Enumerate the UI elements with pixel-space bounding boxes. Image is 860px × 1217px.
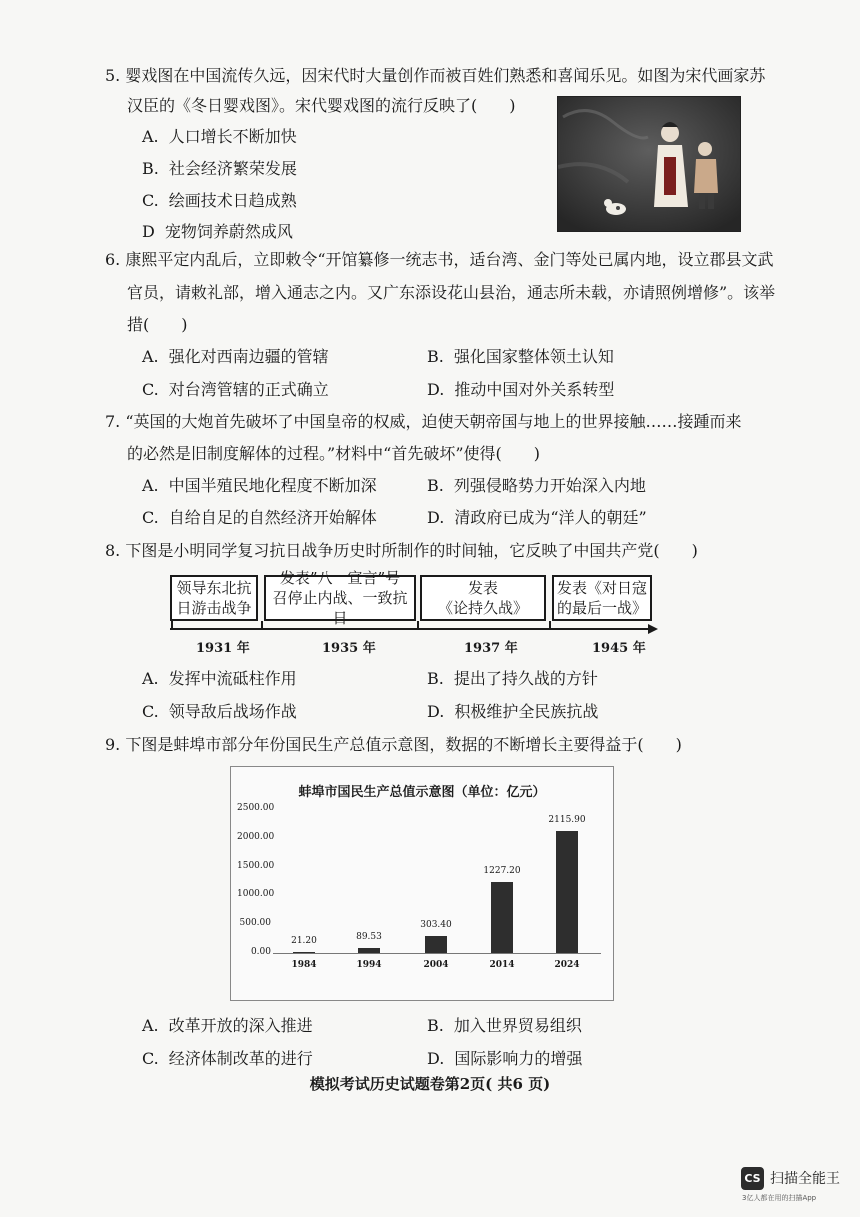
timeline-year-1937: 1937 年 <box>464 641 518 656</box>
q6-option-c: C. 对台湾管辖的正式确立 <box>142 380 329 399</box>
q8-option-a: A. 发挥中流砥柱作用 <box>142 669 297 688</box>
q6-option-b: B. 强化国家整体领土认知 <box>427 347 614 366</box>
q5-stem-line2: 汉臣的《冬日婴戏图》。宋代婴戏图的流行反映了( ) <box>127 96 516 115</box>
q5-option-b: B. 社会经济繁荣发展 <box>142 159 297 178</box>
bar-2014 <box>491 882 513 953</box>
q8-option-b: B. 提出了持久战的方针 <box>427 669 598 688</box>
y-tick-label: 1500.00 <box>237 860 275 871</box>
q6-stem-line3: 措( ) <box>127 315 188 334</box>
bar-1984 <box>293 952 315 953</box>
page-footer: 模拟考试历史试题卷第2页( 共6 页) <box>309 1075 551 1093</box>
q6-stem-line2: 官员，请敕礼部，增入通志之内。又广东添设花山县治，通志所未载，亦请照例增修”。该举 <box>127 283 776 302</box>
timeline-event-1931: 领导东北抗 日游击战争 <box>170 575 258 621</box>
q7-option-d: D. 清政府已成为“洋人的朝廷” <box>427 508 647 527</box>
x-axis-line <box>273 953 601 954</box>
q7-stem-line1: 7. “英国的大炮首先破坏了中国皇帝的权威，迫使天朝帝国与地上的世界接触……接踵而来 <box>105 412 742 431</box>
timeline-year-1935: 1935 年 <box>322 641 376 656</box>
q8-stem-line1: 8. 下图是小明同学复习抗日战争历史时所制作的时间轴，它反映了中国共产党( ) <box>105 541 698 560</box>
timeline-event-1945: 发表《对日寇 的最后一战》 <box>552 575 652 621</box>
q7-stem-line2: 的必然是旧制度解体的过程。”材料中“首先破坏”使得( ) <box>127 444 541 463</box>
y-tick-label: 2000.00 <box>237 831 275 842</box>
q7-option-a: A. 中国半殖民地化程度不断加深 <box>142 476 377 495</box>
q8-option-c: C. 领导敌后战场作战 <box>142 702 297 721</box>
bar-2004 <box>425 936 447 953</box>
y-tick-label: 0.00 <box>250 947 271 957</box>
timeline-year-1945: 1945 年 <box>592 641 646 656</box>
q7-option-b: B. 列强侵略势力开始深入内地 <box>427 476 646 495</box>
x-tick-label-1984: 1984 <box>291 960 317 970</box>
q5-option-d: D 宠物饲养蔚然成风 <box>142 222 293 241</box>
y-tick-label: 1000.00 <box>237 889 275 900</box>
q6-option-a: A. 强化对西南边疆的管辖 <box>142 347 329 366</box>
timeline-event-1935: 发表”八一宣言”号 召停止内战、一致抗日 <box>264 575 416 621</box>
bar-2024 <box>556 831 578 953</box>
timeline-axis <box>170 621 660 637</box>
q5-option-a: A. 人口增长不断加快 <box>142 127 297 146</box>
q6-option-d: D. 推动中国对外关系转型 <box>427 380 615 399</box>
data-label-2004: 303.40 <box>420 919 452 930</box>
y-tick-label: 2500.00 <box>237 803 275 813</box>
x-tick-label-2024: 2024 <box>554 960 580 970</box>
scanner-logo-icon: CS <box>741 1167 764 1190</box>
q9-option-b: B. 加入世界贸易组织 <box>427 1016 582 1035</box>
x-tick-label-2004: 2004 <box>423 960 449 970</box>
y-tick-label: 500.00 <box>239 918 271 929</box>
q6-stem-line1: 6. 康熙平定内乱后，立即敕令“开馆纂修一统志书，适台湾、金门等处已属内地，设立郡县文武 <box>105 250 774 269</box>
timeline <box>170 569 660 656</box>
timeline-year-1931: 1931 年 <box>196 641 250 656</box>
q7-option-c: C. 自给自足的自然经济开始解体 <box>142 508 377 527</box>
data-label-1994: 89.53 <box>356 931 382 942</box>
q9-option-a: A. 改革开放的深入推进 <box>142 1016 313 1035</box>
q9-stem-line1: 9. 下图是蚌埠市部分年份国民生产总值示意图，数据的不断增长主要得益于( ) <box>105 735 682 754</box>
winter-children-painting <box>557 96 741 232</box>
q9-option-c: C. 经济体制改革的进行 <box>142 1049 313 1068</box>
data-label-1984: 21.20 <box>291 935 317 946</box>
x-tick-label-1994: 1994 <box>356 960 382 970</box>
scanner-tagline: 3亿人都在用的扫描App <box>742 1194 817 1202</box>
data-label-2014: 1227.20 <box>483 866 521 877</box>
timeline-event-1937: 发表 《论持久战》 <box>420 575 546 621</box>
data-label-2024: 2115.90 <box>548 815 586 826</box>
q9-option-d: D. 国际影响力的增强 <box>427 1049 583 1068</box>
chart-title: 蚌埠市国民生产总值示意图（单位：亿元） <box>298 785 546 800</box>
q5-option-c: C. 绘画技术日趋成熟 <box>142 191 297 210</box>
scanner-app-name: 扫描全能王 <box>770 1171 840 1187</box>
q5-stem-line1: 5. 婴戏图在中国流传久远，因宋代时大量创作而被百姓们熟悉和喜闻乐见。如图为宋代画家苏 <box>105 66 766 85</box>
x-tick-label-2014: 2014 <box>489 960 515 970</box>
gdp-bar-chart <box>230 766 614 1001</box>
bar-1994 <box>358 948 380 953</box>
q8-option-d: D. 积极维护全民族抗战 <box>427 702 599 721</box>
